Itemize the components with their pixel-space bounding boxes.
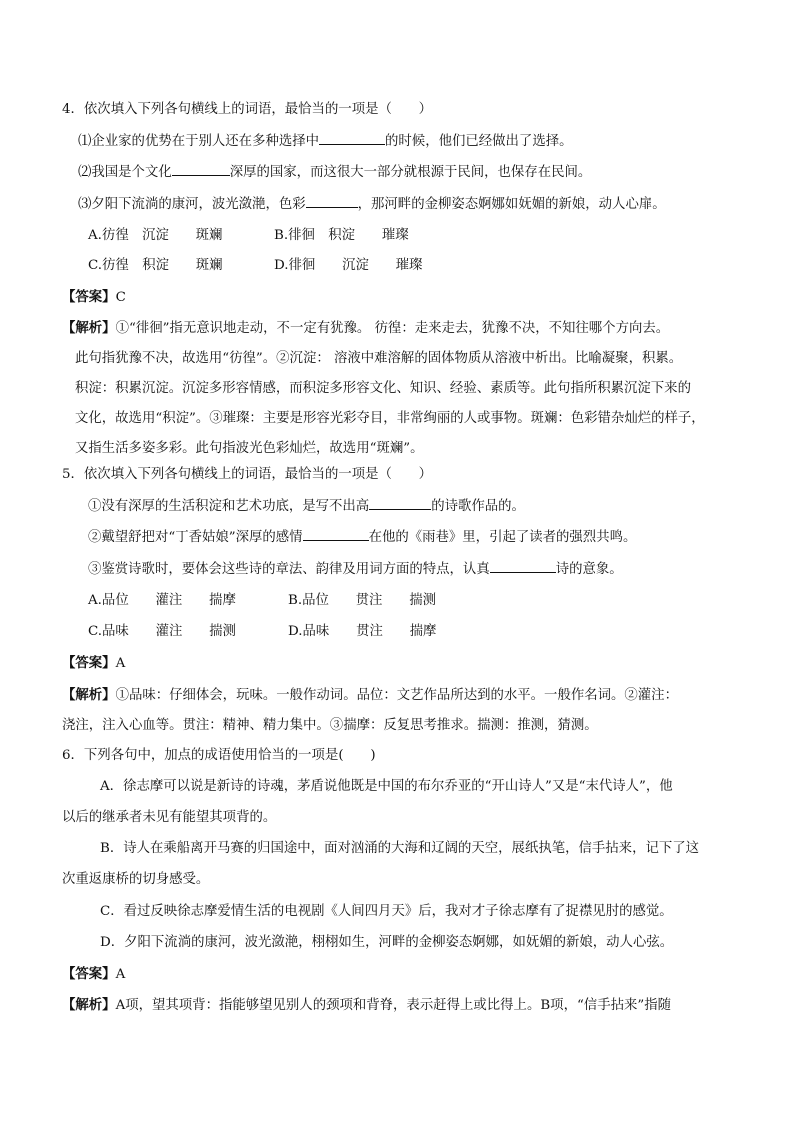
q5-sentence-2: ②戴望舒把对“丁香姑娘”深厚的感情 在他的《雨巷》里，引起了读者的强烈共鸣。 (88, 530, 637, 545)
q5-analysis-line-2: 浇注，注入心血等。贯注：精神、精力集中。③揣摩：反复思考推求。揣测：推测，猜测。 (62, 718, 598, 733)
q4-stem: 4．依次填入下列各句横线上的词语，最恰当的一项是（ ） (62, 102, 433, 117)
q6-option-b-line-1: B．诗人在乘船离开马赛的归国途中，面对汹涌的大海和辽阔的天空，展纸执笔，信手拈来，记下了这 (100, 841, 700, 856)
q4-analysis-line-2: 此句指犹豫不决，故选用“彷徨”。②沉淀： 溶液中难溶解的固体物质从溶液中析出。比喻凝聚，积累。 (75, 351, 683, 366)
q4-analysis-line-3: 积淀：积累沉淀。沉淀多形容情感，而积淀多形容文化、知识、经验、素质等。此句指所积累沉淀下来的 (75, 381, 691, 396)
q6-stem: 6．下列各句中，加点的成语使用恰当的一项是( ) (62, 748, 376, 763)
q4-analysis-line-5: 又指生活多姿多彩。此句指波光色彩灿烂，故选用“斑斓”。 (75, 441, 424, 456)
q5-sentence-1: ①没有深厚的生活积淀和艺术功底，是写不出高 的诗歌作品的。 (88, 499, 525, 514)
q4-answer: 【答案】C (62, 289, 126, 305)
q6-analysis-line-1: 【解析】A项，望其项背：指能够望见别人的颈项和背脊，表示赶得上或比得上。B项，“信手拈来”指随 (62, 997, 671, 1013)
q6-answer: 【答案】A (62, 966, 126, 982)
q4-analysis-line-4: 文化，故选用“积淀”。③璀璨：主要是形容光彩夺目，非常绚丽的人或事物。斑斓：色彩错杂灿烂的样子， (75, 411, 705, 426)
q4-analysis-line-1: 【解析】①“徘徊”指无意识地走动，不一定有犹豫。 彷徨：走来走去，犹豫不决，不知往哪个方向去。 (62, 320, 670, 336)
q6-option-a-line-1: A．徐志摩可以说是新诗的诗魂，茅盾说他既是中国的布尔乔亚的“开山诗人”又是“末代诗人”，他 (100, 779, 673, 794)
q5-stem: 5．依次填入下列各句横线上的词语，最恰当的一项是（ ） (62, 467, 433, 482)
q6-option-a-line-2: 以后的继承者未见有能望其项背的。 (62, 810, 277, 825)
q5-option-c: C.品味 灌注 揣测 (88, 624, 236, 639)
q5-analysis-line-1: 【解析】①品味：仔细体会，玩味。一般作动词。品位：文艺作品所达到的水平。一般作名词。②灌注： (62, 687, 678, 703)
q4-sentence-2: ⑵我国是个文化 深厚的国家，而这很大一部分就根源于民间，也保存在民间。 (78, 165, 592, 180)
q5-option-a: A.品位 灌注 揣摩 (88, 593, 236, 608)
q5-option-b: B.品位 贯注 揣测 (288, 593, 437, 608)
q4-option-d: D.徘徊 沉淀 璀璨 (274, 258, 423, 273)
q4-sentence-3: ⑶夕阳下流淌的康河，波光潋滟，色彩 ，那河畔的金柳姿态婀娜如妩媚的新娘，动人心扉。 (78, 197, 666, 212)
q4-option-c: C.彷徨 积淀 斑斓 (88, 258, 223, 273)
q6-option-c: C．看过反映徐志摩爱情生活的电视剧《人间四月天》后，我对才子徐志摩有了捉襟见肘的感觉。 (100, 904, 673, 919)
q5-option-d: D.品味 贯注 揣摩 (288, 624, 437, 639)
q5-answer: 【答案】A (62, 655, 126, 671)
q6-option-d: D．夕阳下流淌的康河，波光潋滟，栩栩如生，河畔的金柳姿态婀娜，如妩媚的新娘，动人心弦。 (100, 935, 674, 950)
q4-option-b: B.徘徊 积淀 璀璨 (274, 228, 409, 243)
q4-sentence-1: ⑴企业家的优势在于别人还在多种选择中 的时候，他们已经做出了选择。 (78, 134, 573, 149)
q5-sentence-3: ③鉴赏诗歌时，要体会这些诗的章法、韵律及用词方面的特点，认真 诗的意象。 (88, 562, 623, 577)
q6-option-b-line-2: 次重返康桥的切身感受。 (62, 872, 210, 887)
q4-option-a: A.彷徨 沉淀 斑斓 (88, 228, 223, 243)
